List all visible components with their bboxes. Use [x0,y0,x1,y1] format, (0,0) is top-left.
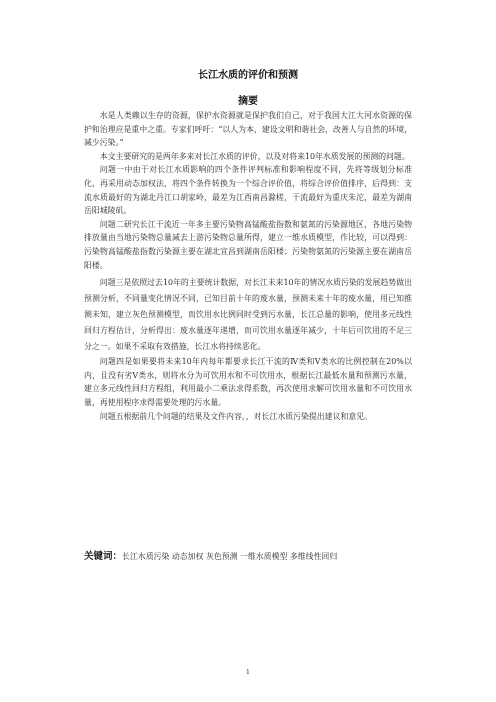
abstract-paragraph-6: 问题四是如果要将未来10年内每年都要求长江干流的Ⅳ类和Ⅴ类水的比例控制在20%以内，且没有劣Ⅴ类水，则将水分为可饮用水和不可饮用水，根据长江最低水量和预测污水量，建立多元线性回归方程组，利用最小二乘法求得系数，再次使用求解可饮用水量和不可饮用水量，再使用程序求得需要处理的污水量。 [84,357,412,407]
abstract-paragraph-5: 问题三是依照过去10年的主要统计数据，对长江未来10年的情况水质污染的发展趋势做出预测分析，不同量变化情况不同，已知目前十年的废水量，预测未来十年的废水量，用已知推测未知，建立灰色预测模型，而饮用水比例同时受到污水量，长江总量的影响，使用多元线性回归方程估计，分析得出：废水量逐年递增，而可饮用水量逐年减少，十年后可饮用的不足三分之一。如果不采取有效措施，长江水将持续恶化。 [84,278,412,352]
keywords-text: 长江水质污染 动态加权 灰色预测 一维水质模型 多维线性回归 [122,552,338,561]
abstract-body [84,109,412,423]
abstract-paragraph-1: 水是人类赖以生存的资源，保护水资源就是保护我们自己，对于我国大江大河水资源的保护和治理应是重中之重。专家们呼吁：“以人为本，建设文明和谐社会，改善人与自然的环境，减少污染。” [84,111,412,148]
abstract-paragraph-3: 问题一中由于对长江水质影响的四个条件评判标准和影响程度不同，先将等级划分标准化，再采用动态加权法，将四个条件转换为一个综合评价值，将综合评价值排序，后得到：支流水质最好的为湖北丹江口胡家岭，最差为江西南昌滁槎，干流最好为重庆朱沱，最差为湖南岳阳城陵矶。 [84,165,412,216]
abstract-paragraph-2: 本文主要研究的是两年多来对长江水质的评价，以及对将来10年水质发展的预测的问题。 [99,151,410,161]
abstract-heading: 摘要 [238,96,258,107]
paper-title: 长江水质的评价和预测 [198,70,298,81]
keywords-line [84,551,424,563]
abstract-paragraph-4: 问题二研究长江干流近一年多主要污染物高锰酸盐指数和氨氮的污染源地区，各地污染物排放量由当地污染物总量减去上游污染物总量所得，建立一维水质模型，作比较，可以得到：污染物高锰酸盐指数污染源主要在湖北宜昌到湖南岳阳楼；污染物氨氮的污染源主要在湖南岳阳楼。 [84,219,412,270]
abstract-paragraph-7: 问题五根据前几个问题的结果及文件内容，，对长江水质污染提出建议和意见。 [99,411,373,421]
page-number: 1 [245,668,251,676]
keywords-label: 关键词： [84,551,123,562]
